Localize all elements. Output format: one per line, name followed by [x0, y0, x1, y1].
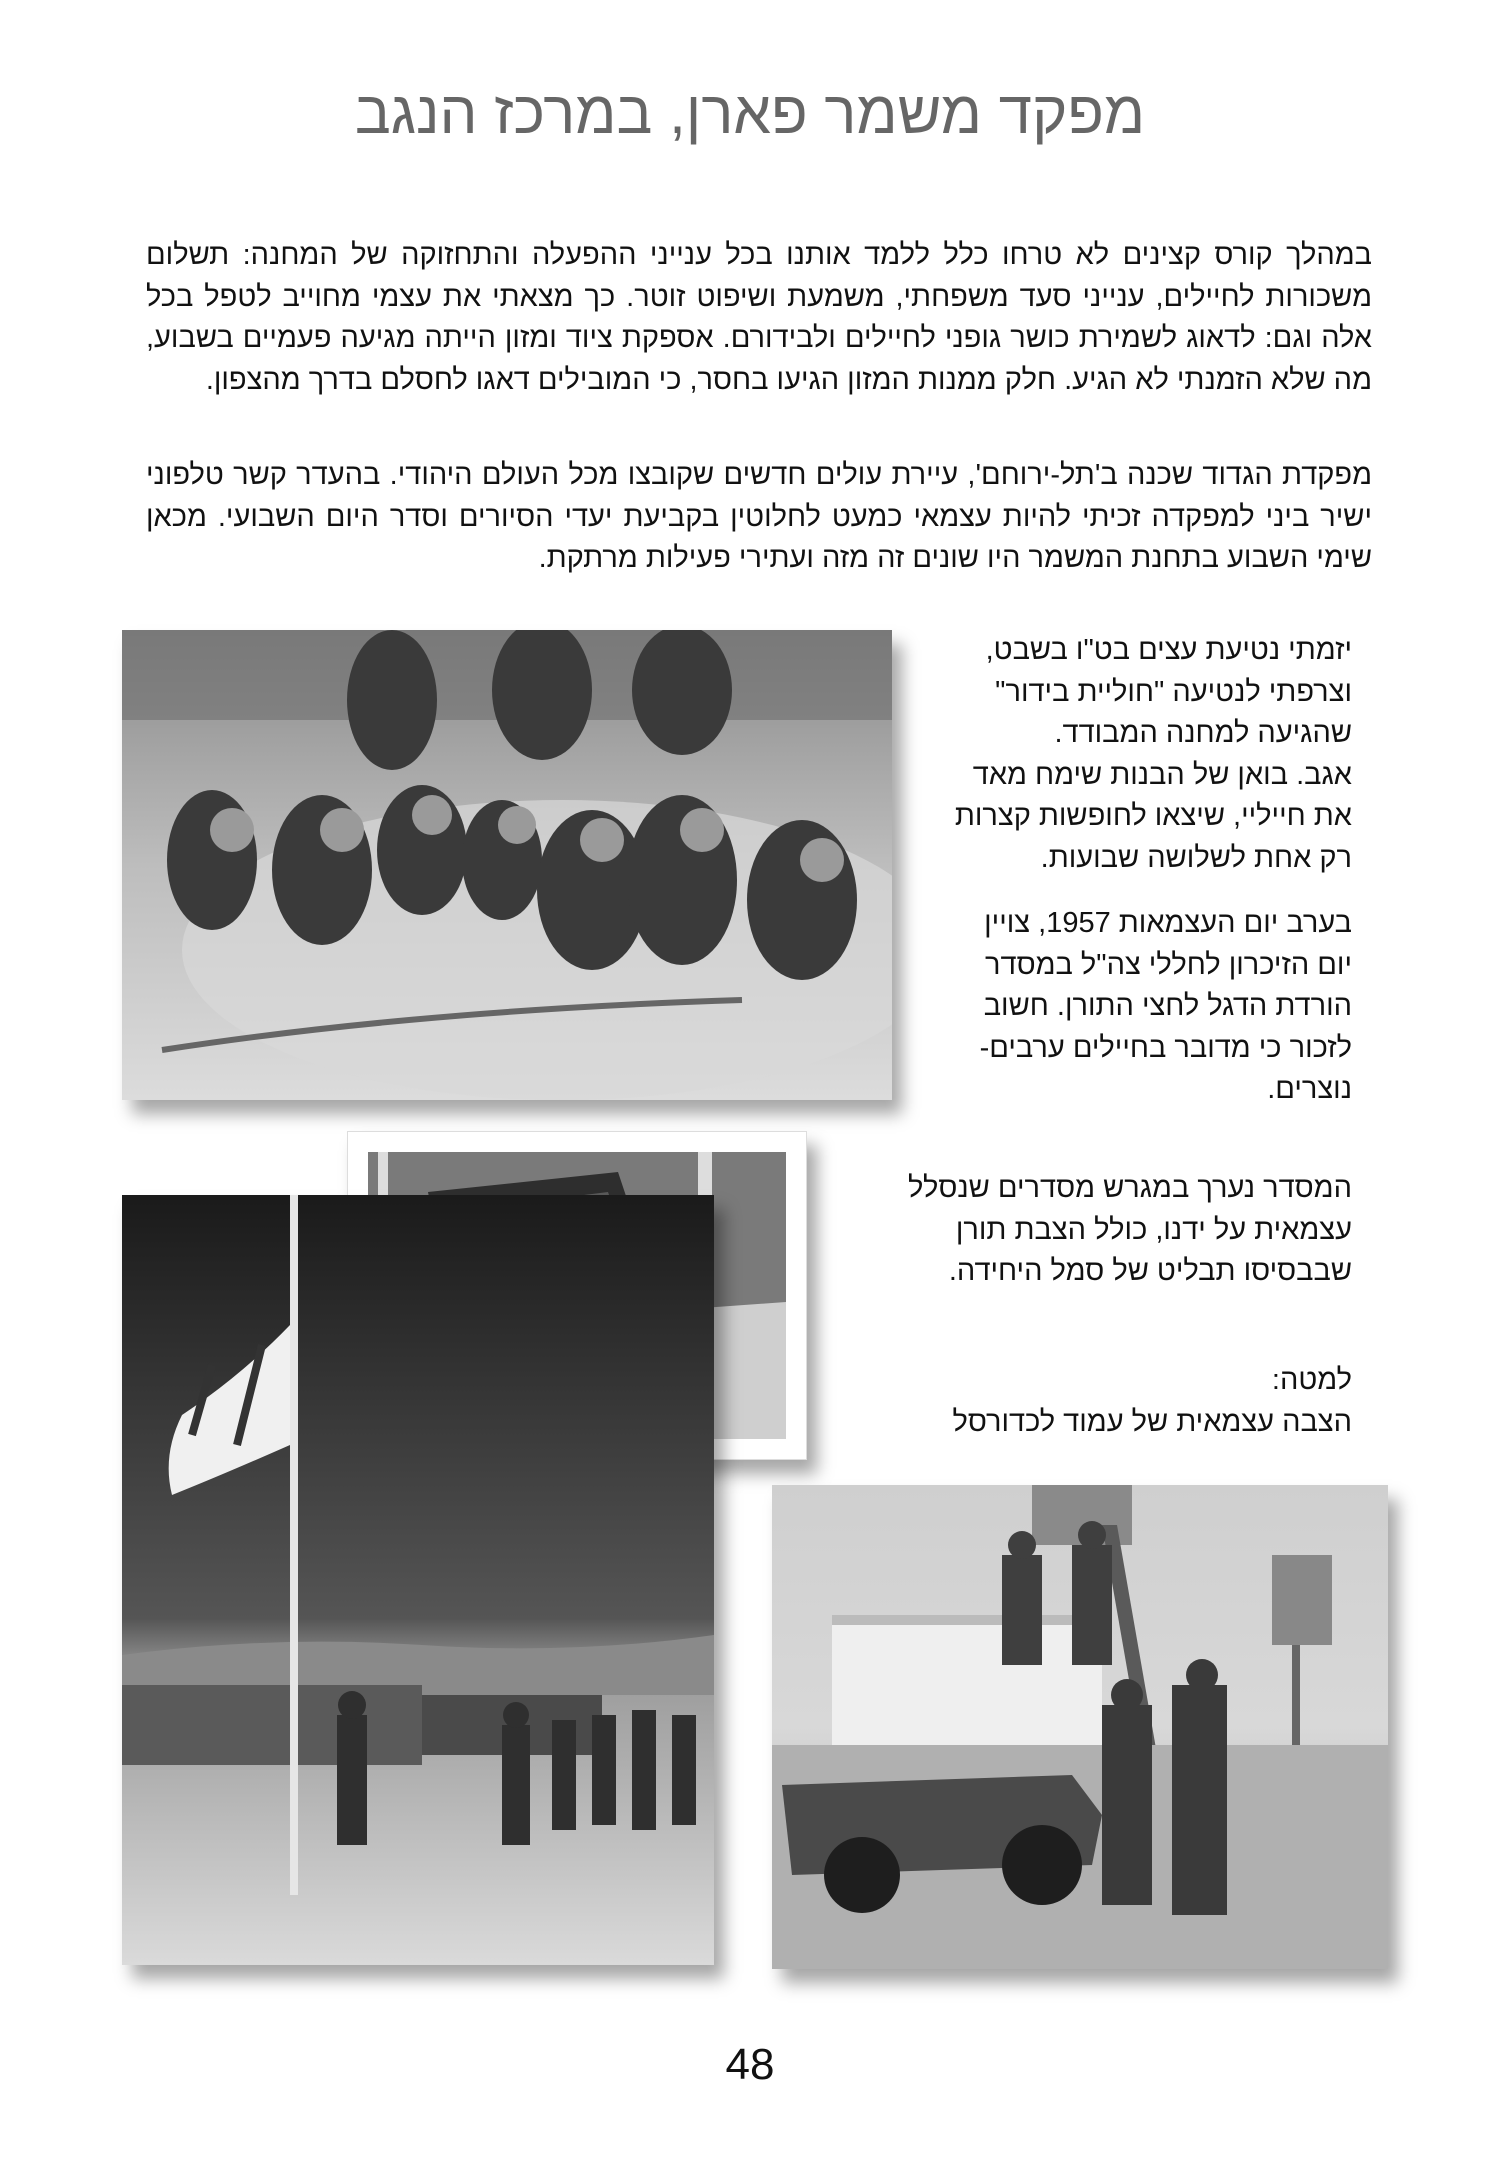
page-title: מפקד משמר פארן, במרכז הנגב: [354, 79, 1146, 146]
photo-tree-planting: [122, 630, 892, 1100]
photo-basketball-pole: [772, 1485, 1388, 1969]
paragraph-independence-day: בערב יום העצמאות 1957, צויין יום הזיכרון לחללי צה"ל במסדר הורדת הדגל לחצי התורן. חשוב לזכור כי מדובר בחיילים ערבים- נוצרים.: [979, 907, 1352, 1105]
paragraph-camp-duties: במהלך קורס קצינים לא טרחו כלל ללמד אותנו בכל ענייני ההפעלה והתחזוקה של המחנה: תשלום משכורות לחיילים, ענייני סעד משפחתי, משמעת ושיפוט זוטר. כך מצאתי את עצמי מחוייב לטפל בכל אלה וגם: לדאוג לשמירת כושר גופני לחיילים ולבידורם. אספקת ציוד ומזון הייתה מגיעה פעמיים בשבוע, מה שלא הזמנתי לא הגיע. חלק ממנות המזון הגיעו בחסר, כי המובילים דאגו לחסלם בדרך מהצפון.: [146, 239, 1372, 396]
paragraph-battalion-hq: מפקדת הגדוד שכנה ב'תל-ירוחם', עיירת עולים חדשים שקובצו מכל העולם היהודי. בהעדר קשר טלפוני ישיר ביני למפקדה זכיתי להיות עצמאי כמעט לחלוטין בקביעת יעדי הסיורים וסדר היום השבועי. מכאן שימי השבוע בתחנת המשמר היו שונים זה מזה ועתירי פעילות מרתקת.: [146, 459, 1372, 574]
page-number: 48: [725, 2040, 775, 2089]
paragraph-tree-planting: יזמתי נטיעת עצים בט"ו בשבט, וצרפתי לנטיעה "חוליית בידור" שהגיעה למחנה המבודד. אגב. בואן של הבנות שימח מאד את חייליי, שיצאו לחופשות קצרות רק אחת לשלושה שבועות.: [954, 634, 1352, 874]
paragraph-basketball-caption: למטה: הצבה עצמאית של עמוד לכדורסל: [952, 1364, 1352, 1438]
paragraph-parade-ground: המסדר נערך במגרש מסדרים שנסלל עצמאית על ידנו, כולל הצבת תורן שבבסיסו תבליט של סמל היחידה.: [907, 1172, 1352, 1287]
photo-flag-ceremony: [122, 1195, 714, 1965]
